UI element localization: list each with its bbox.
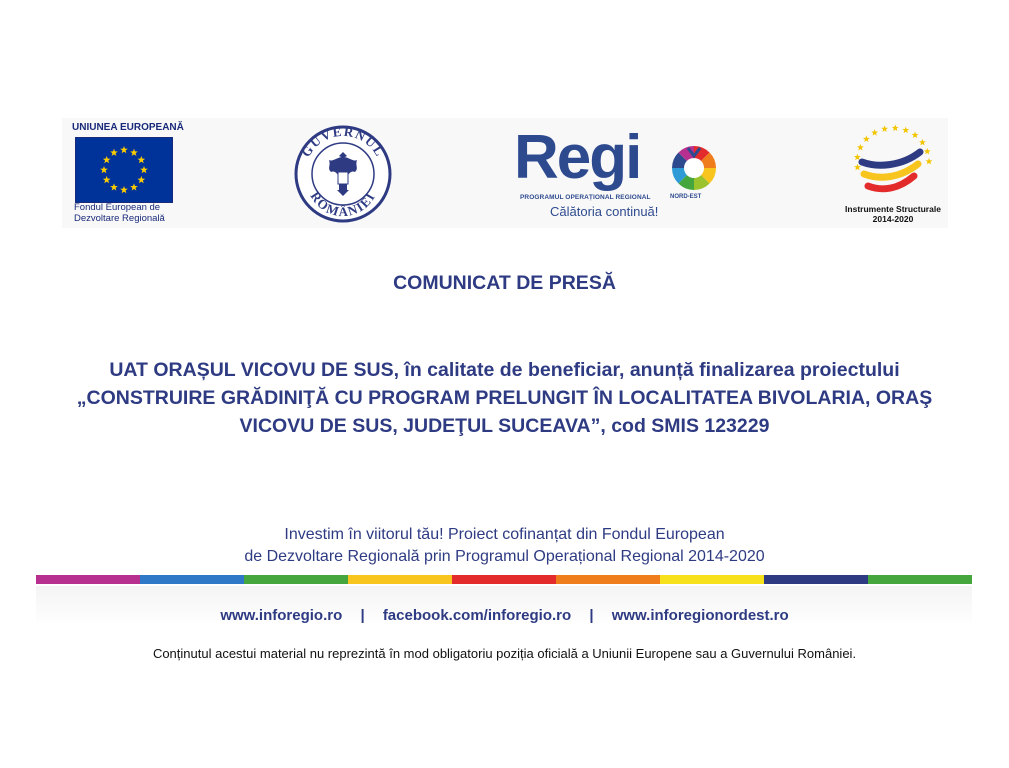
structural-star-icon: [926, 158, 933, 165]
stripe-segment: [348, 575, 452, 584]
eu-fund-line1: Fondul European de: [74, 202, 161, 213]
stripe-segment: [140, 575, 244, 584]
structural-star-icon: [902, 127, 909, 134]
stripe-segment: [556, 575, 660, 584]
structural-instruments-icon: [838, 122, 948, 202]
eu-star-icon: [103, 176, 111, 183]
stripe-segment: [764, 575, 868, 584]
inforegio-link[interactable]: www.inforegio.ro: [220, 607, 343, 624]
logos-band: [62, 118, 948, 228]
eu-top-label: UNIUNEA EUROPEANĂ: [72, 122, 184, 133]
eu-star-icon: [130, 183, 138, 190]
inforegionordest-link[interactable]: www.inforegionordest.ro: [611, 607, 789, 624]
structural-star-icon: [924, 148, 931, 155]
eu-star-icon: [120, 186, 128, 193]
investment-line2: de Dezvoltare Regională prin Programul Operațional Regional 2014-2020: [244, 548, 765, 565]
structural-instruments-line2: 2014-2020: [872, 214, 914, 224]
eu-star-icon: [110, 183, 118, 190]
disclaimer: Conținutul acestui material nu reprezintă în mod obligatoriu poziția oficială a Uniunii Europene sau a Guvernului României.: [152, 646, 857, 661]
eu-fund-line2: Dezvoltare Regională: [74, 213, 165, 224]
structural-star-icon: [912, 132, 919, 139]
eu-fund-name: [74, 202, 165, 224]
headline-line2: „CONSTRUIRE GRĂDINIŢĂ CU PROGRAM PRELUNGIT ÎN LOCALITATEA BIVOLARIA, ORAŞ: [76, 387, 933, 409]
stripe-segment: [36, 575, 140, 584]
investment-line1: Investim în viitorul tău! Proiect cofinanțat din Fondul European: [284, 526, 725, 543]
structural-star-icon: [892, 124, 899, 131]
headline-line1: UAT ORAȘUL VICOVU DE SUS, în calitate de beneficiar, anunță finalizarea proiectului: [109, 359, 900, 381]
regio-tagline: Călătoria continuă!: [550, 204, 659, 219]
structural-star-icon: [863, 136, 870, 143]
stripe-segment: [452, 575, 556, 584]
footer-links: [0, 607, 1009, 624]
government-seal-icon: [293, 124, 393, 224]
investment-statement: [0, 524, 1009, 568]
structural-star-icon: [857, 144, 864, 151]
eu-star-icon: [138, 176, 146, 183]
svg-text:ROMÂNIEI: ROMÂNIEI: [307, 188, 379, 220]
stripe-segment: [868, 575, 972, 584]
stripe-segment: [244, 575, 348, 584]
eu-star-icon: [138, 156, 146, 163]
structural-star-icon: [881, 125, 888, 132]
eu-star-icon: [110, 149, 118, 156]
link-separator: |: [360, 607, 365, 624]
regio-program-line: PROGRAMUL OPERAȚIONAL REGIONAL: [520, 194, 651, 201]
eu-star-icon: [130, 149, 138, 156]
facebook-link[interactable]: facebook.com/inforegio.ro: [382, 607, 572, 624]
eu-star-icon: [120, 146, 128, 153]
eu-star-icon: [140, 166, 148, 173]
press-release-title: COMUNICAT DE PRESĂ: [393, 272, 616, 294]
structural-star-icon: [871, 129, 878, 136]
eu-flag-icon: [75, 137, 173, 203]
structural-instruments-line1: Instrumente Structurale: [845, 204, 941, 214]
structural-instruments-logo: [838, 122, 948, 226]
link-separator: |: [589, 607, 594, 624]
structural-instruments-label: [838, 204, 948, 224]
headline: [40, 356, 969, 440]
structural-star-icon: [919, 139, 926, 146]
eu-logo: [72, 122, 184, 226]
svg-text:GUVERNUL: GUVERNUL: [298, 124, 388, 160]
regio-wordmark: Regi: [514, 123, 641, 192]
regio-region: NORD-EST: [670, 194, 702, 200]
eu-star-icon: [103, 156, 111, 163]
stripe-segment: [660, 575, 764, 584]
headline-line3: VICOVU DE SUS, JUDEŢUL SUCEAVA”, cod SMIS 123229: [239, 415, 770, 437]
structural-star-icon: [854, 154, 861, 161]
eu-star-icon: [100, 166, 108, 173]
regio-ring-icon: [670, 144, 718, 192]
color-stripe: [36, 575, 972, 584]
regio-logo: [510, 123, 720, 226]
